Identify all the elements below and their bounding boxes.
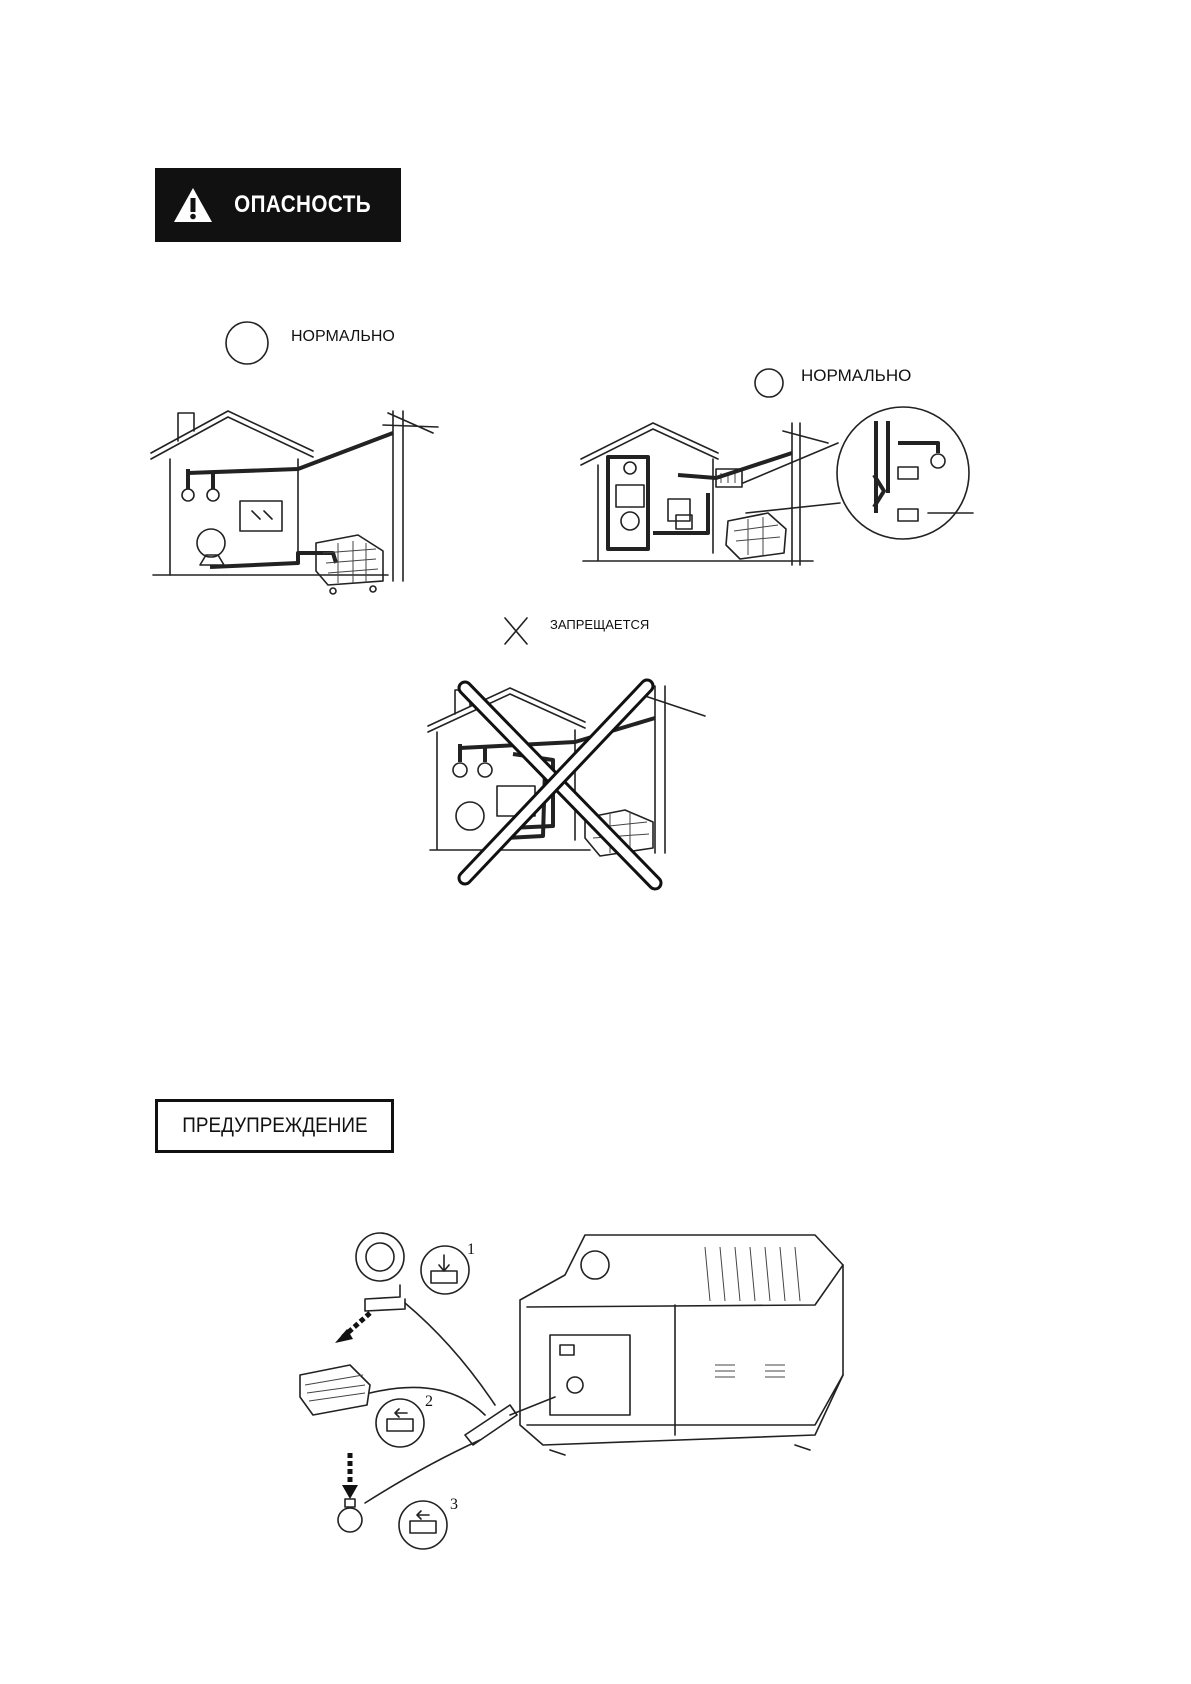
circle-ok-icon	[222, 318, 272, 368]
step-3-number: 3	[450, 1496, 458, 1513]
house-diagram-transfer-switch	[578, 403, 978, 573]
normal-left-label: НОРМАЛЬНО	[291, 328, 395, 345]
house-diagram-forbidden	[425, 678, 715, 888]
warning-banner	[155, 1099, 394, 1153]
normal-right-label: НОРМАЛЬНО	[801, 366, 912, 385]
step-2-number: 2	[425, 1393, 433, 1410]
danger-banner	[155, 168, 401, 242]
forbidden-label: ЗАПРЕЩАЕТСЯ	[550, 617, 650, 632]
step-1-number: 1	[467, 1241, 475, 1258]
danger-label: ОПАСНОСТЬ	[234, 191, 372, 218]
cross-forbidden-icon	[501, 614, 531, 648]
house-diagram-direct	[148, 403, 448, 603]
warning-label: ПРЕДУПРЕЖДЕНИЕ	[181, 1114, 368, 1137]
circle-ok-icon	[752, 366, 786, 400]
warning-triangle-icon	[173, 187, 213, 223]
generator-connection-illustration	[295, 1225, 855, 1565]
